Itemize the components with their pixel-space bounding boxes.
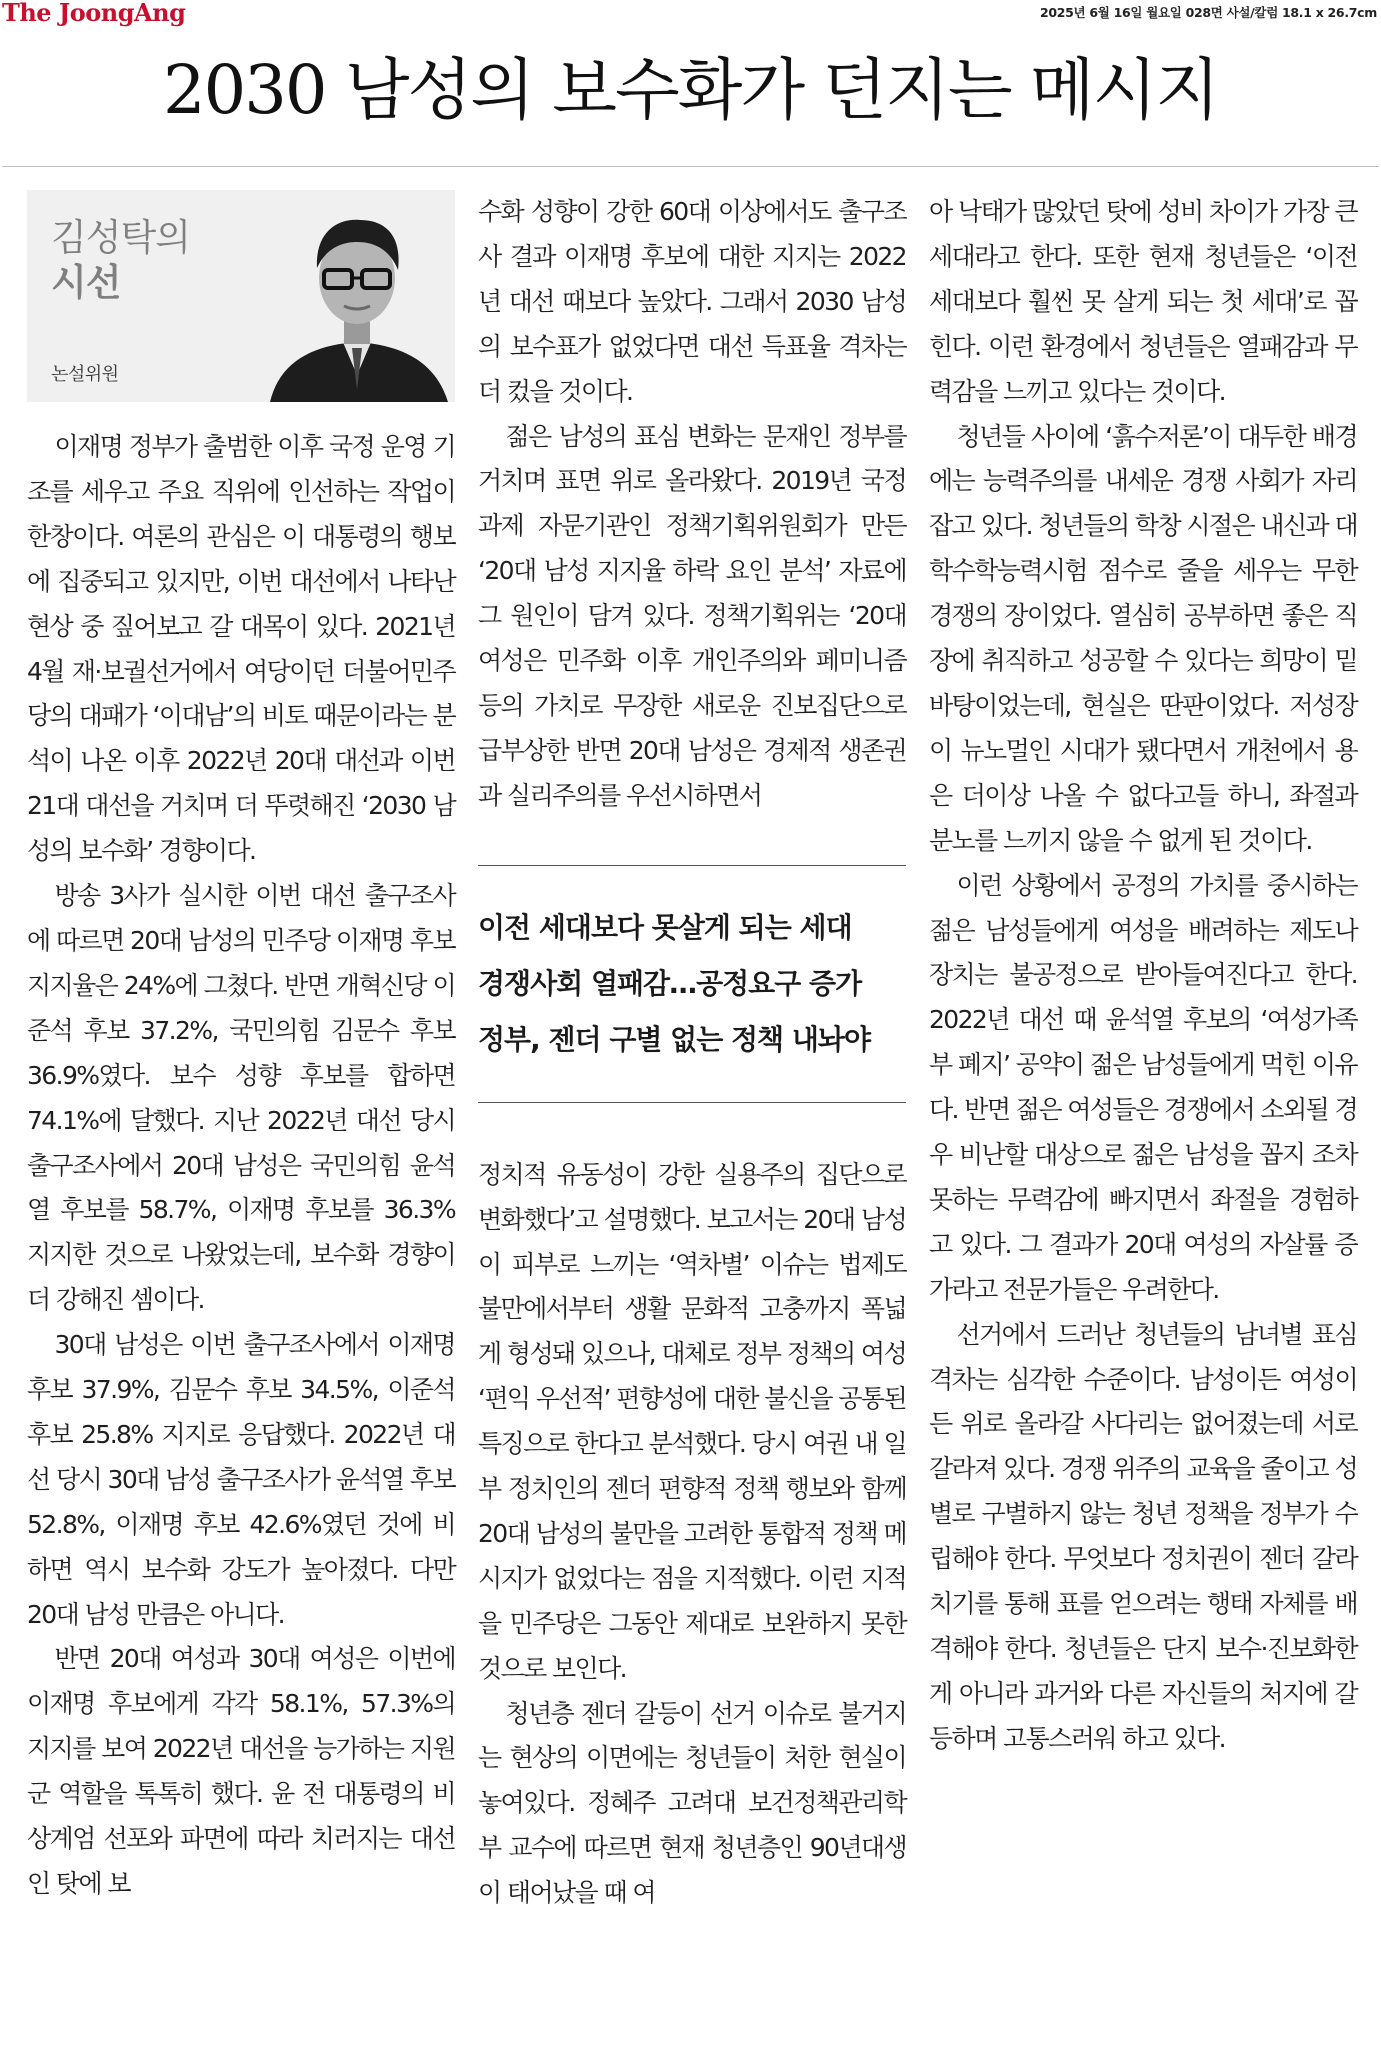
author-photo [260, 190, 455, 402]
byline-box [27, 190, 455, 402]
column-name-2: 시선 [51, 261, 121, 304]
paragraph: 정치적 유동성이 강한 실용주의 집단으로 변화했다’고 설명했다. 보고서는 20대 남성이 피부로 느끼는 ‘역차별’ 이슈는 법제도 불만에서부터 생활 문화적 고충까지 폭넓게 형성돼 있으나, 대체로 정부 정책의 여성 ‘편익 우선적’ 편향성에 대한 불신을 공통된 특징으로 한다고 분석했다. 당시 여권 내 일부 정치인의 젠더 편향적 정책 행보와 함께 20대 남성의 불만을 고려한 통합적 정책 메시지가 없었다는 점을 지적했다. 이런 지적을 민주당은 그동안 제대로 보완하지 못한 것으로 보인다. [478, 1159, 906, 1683]
pull-quote-line: 이전 세대보다 못살게 되는 세대 [478, 910, 852, 944]
article-column-3 [929, 190, 1357, 1762]
paragraph: 청년들 사이에 ‘흙수저론’이 대두한 배경에는 능력주의를 내세운 경쟁 사회가 자리 잡고 있다. 청년들의 학창 시절은 내신과 대학수학능력시험 점수로 줄을 세우는 무한 경쟁의 장이었다. 열심히 공부하면 좋은 직장에 취직하고 성공할 수 있다는 희망이 밑바탕이었는데, 현실은 딴판이었다. 저성장이 뉴노멀인 시대가 됐다면서 개천에서 용은 더이상 나올 수 없다고들 하니, 좌절과 분노를 느끼지 않을 수 없게 된 것이다. [929, 421, 1357, 855]
paragraph: 이재명 정부가 출범한 이후 국정 운영 기조를 세우고 주요 직위에 인선하는 작업이 한창이다. 여론의 관심은 이 대통령의 행보에 집중되고 있지만, 이번 대선에서 나타난 현상 중 짚어보고 갈 대목이 있다. 2021년 4월 재·보궐선거에서 여당이던 더불어민주당의 대패가 ‘이대남’의 비토 때문이라는 분석이 나온 이후 2022년 20대 대선과 이번 21대 대선을 거치며 더 뚜렷해진 ‘2030 남성의 보수화’ 경향이다. [27, 432, 455, 866]
paragraph: 이런 상황에서 공정의 가치를 중시하는 젊은 남성들에게 여성을 배려하는 제도나 장치는 불공정으로 받아들여진다고 한다. 2022년 대선 때 윤석열 후보의 ‘여성가족부 폐지’ 공약이 젊은 남성들에게 먹힌 이유다. 반면 젊은 여성들은 경쟁에서 소외될 경우 비난할 대상으로 젊은 남성을 꼽지 조차 못하는 무력감에 빠지면서 좌절을 경험하고 있다. 그 결과가 20대 여성의 자살률 증가라고 전문가들은 우려한다. [929, 870, 1357, 1304]
paragraph: 젊은 남성의 표심 변화는 문재인 정부를 거치며 표면 위로 올라왔다. 2019년 국정과제 자문기관인 정책기획위원회가 만든 ‘20대 남성 지지율 하락 요인 분석’ 자료에 그 원인이 담겨 있다. 정책기획위는 ‘20대 여성은 민주화 이후 개인주의와 페미니즘 등의 가치로 무장한 새로운 진보집단으로 급부상한 반면 20대 남성은 경제적 생존권과 실리주의를 우선시하면서 [478, 421, 906, 810]
article-column-2 [478, 190, 906, 1916]
paragraph: 30대 남성은 이번 출구조사에서 이재명 후보 37.9%, 김문수 후보 34.5%, 이준석 후보 25.8% 지지로 응답했다. 2022년 대선 당시 30대 남성 출구조사가 윤석열 후보 52.8%, 이재명 후보 42.6%였던 것에 비하면 역시 보수화 강도가 높아졌다. 다만 20대 남성 만큼은 아니다. [27, 1330, 455, 1629]
paragraph: 수화 성향이 강한 60대 이상에서도 출구조사 결과 이재명 후보에 대한 지지는 2022년 대선 때보다 높았다. 그래서 2030 남성의 보수표가 없었다면 대선 득표율 격차는 더 컸을 것이다. [478, 197, 906, 406]
paragraph: 방송 3사가 실시한 이번 대선 출구조사에 따르면 20대 남성의 민주당 이재명 후보 지지율은 24%에 그쳤다. 반면 개혁신당 이준석 후보 37.2%, 국민의힘 김문수 후보 36.9%였다. 보수 성향 후보를 합하면 74.1%에 달했다. 지난 2022년 대선 당시 출구조사에서 20대 남성은 국민의힘 윤석열 후보를 58.7%, 이재명 후보를 36.3% 지지한 것으로 나왔었는데, 보수화 경향이 더 강해진 셈이다. [27, 881, 455, 1315]
pull-quote [478, 865, 906, 1103]
paragraph: 반면 20대 여성과 30대 여성은 이번에 이재명 후보에게 각각 58.1%, 57.3%의 지지를 보여 2022년 대선을 능가하는 지원군 역할을 톡톡히 했다. 윤 전 대통령의 비상계엄 선포와 파면에 따라 치러지는 대선인 탓에 보 [27, 1644, 455, 1898]
top-bar [0, 0, 1381, 26]
pull-quote-line: 정부, 젠더 구별 없는 정책 내놔야 [478, 1022, 871, 1056]
paragraph: 아 낙태가 많았던 탓에 성비 차이가 가장 큰 세대라고 한다. 또한 현재 청년들은 ‘이전 세대보다 훨씬 못 살게 되는 첫 세대’로 꼽힌다. 이런 환경에서 청년들은 열패감과 무력감을 느끼고 있다는 것이다. [929, 197, 1357, 406]
paragraph: 선거에서 드러난 청년들의 남녀별 표심 격차는 심각한 수준이다. 남성이든 여성이든 위로 올라갈 사다리는 없어졌는데 서로 갈라져 있다. 경쟁 위주의 교육을 줄이고 성별로 구별하지 않는 청년 정책을 정부가 수립해야 한다. 무엇보다 정치권이 젠더 갈라치기를 통해 표를 얻으려는 행태 자체를 배격해야 한다. 청년들은 단지 보수·진보화한 게 아니라 과거와 다른 자신들의 처지에 갈등하며 고통스러워 하고 있다. [929, 1319, 1357, 1753]
publication-logo: The JoongAng [2, 0, 186, 27]
author-role: 논설위원 [51, 364, 119, 385]
pull-quote-line: 경쟁사회 열패감…공정요구 증가 [478, 966, 862, 1000]
column-name: 김성탁의 [51, 216, 190, 259]
headline-divider [2, 166, 1379, 167]
headline: 2030 남성의 보수화가 던지는 메시지 [162, 51, 1219, 129]
paragraph: 청년층 젠더 갈등이 선거 이슈로 불거지는 현상의 이면에는 청년들이 처한 현실이 놓여있다. 정혜주 고려대 보건정책관리학부 교수에 따르면 현재 청년층인 90년대생이 태어났을 때 여 [478, 1698, 906, 1908]
article-column-1 [27, 190, 455, 1907]
issue-meta: 2025년 6월 16일 월요일 028면 사설/칼럼 18.1 x 26.7cm [1039, 5, 1377, 20]
